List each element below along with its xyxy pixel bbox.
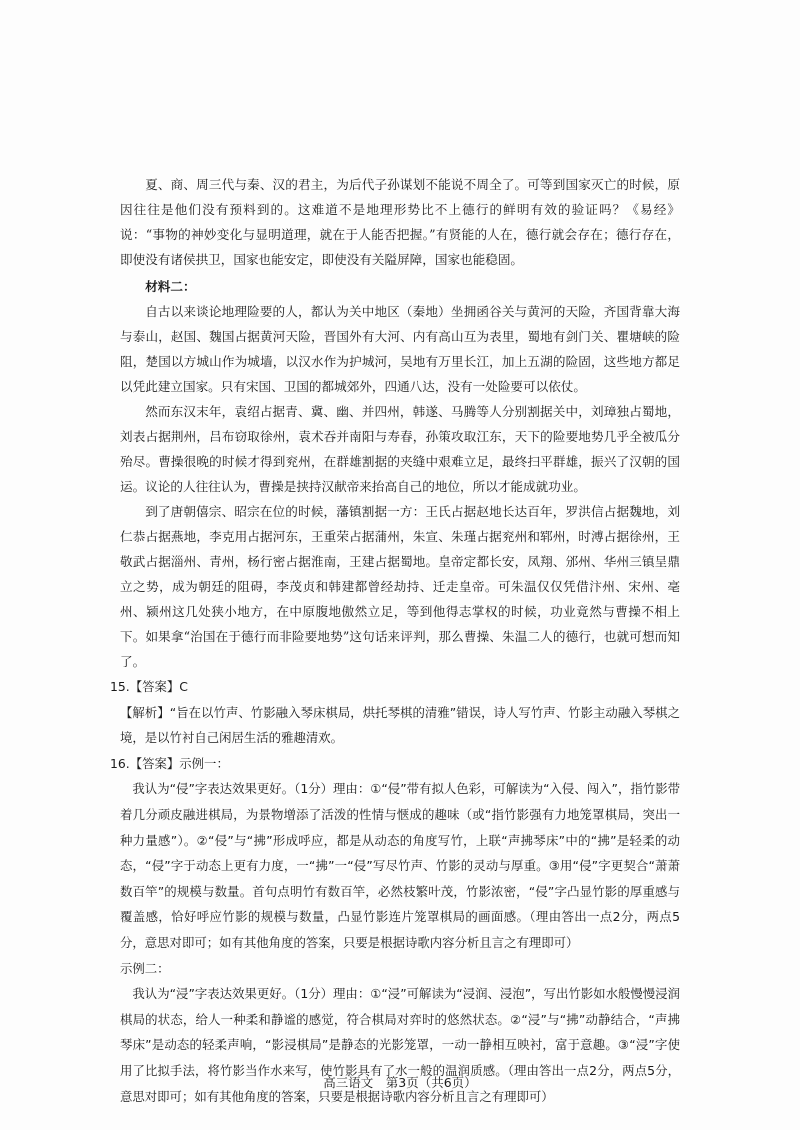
q15-analysis: 【解析】“旨在以竹声、竹影融入琴床棋局，烘托琴棋的清雅”错误，诗人写竹声、竹影主动融入琴棋之境，是以竹衬自己闲居生活的雅趣清欢。 <box>120 704 680 746</box>
q16-example1: 我认为“侵”字表达效果更好。（1分）理由：①“侵”带有拟人色彩，可解读为“入侵、闯入”，指竹影带着几分顽皮融进棋局，为景物增添了活泼的性情与惬成的趣味（或“指竹影强有力地笼罩棋局，突出一种力量感”）。②“侵”与“拂”形成呼应，都是从动态的角度写竹，上联“声拂琴床”中的“拂”是轻柔的动态，“侵”字于动态上更有力度，一“拂”一“侵”写尽竹声、竹影的灵动与厚重。③用“侵”字更契合“萧萧数百竿”的规模与数量。首句点明竹有数百竿，必然枝繁叶茂，竹影浓密，“侵”字凸显竹影的厚重感与覆盖感，恰好呼应竹影的规模与数量，凸显竹影连片笼罩棋局的画面感。（理由答出一点2分，两点5分，意思对即可；如有其他角度的答案，只要是根据诗歌内容分析且言之有理即可） <box>120 781 680 950</box>
q15-answer-heading: 15.【答案】C <box>110 679 188 694</box>
page-footer: 高三语文 第3页（共6页） <box>323 1075 477 1090</box>
q16-example2: 我认为“浸”字表达效果更好。（1分）理由：①“浸”可解读为“浸润、浸泡”，写出竹影如水般慢慢浸润棋局的状态，给人一种柔和静谧的感觉，符合棋局对弈时的悠然状态。②“浸”与“拂”动静结合，“声拂琴床”是动态的轻柔声响，“影浸棋局”是静态的光影笼罩，一动一静相互映衬，富于意趣。③“浸”字使用了比拟手法，将竹影当作水来写，使竹影具有了水一般的温润质感。（理由答出一点2分，两点5分，意思对即可；如有其他角度的答案，只要是根据诗歌内容分析且言之有理即可） <box>120 986 680 1104</box>
material2-paragraph-3: 到了唐朝僖宗、昭宗在位的时候，藩镇割据一方：王氏占据赵地长达百年，罗洪信占据魏地，刘仁恭占据燕地，李克用占据河东，王重荣占据蒲州，朱宣、朱瑾占据兖州和郓州，时溥占据徐州，王敬武占据淄州、青州，杨行密占据淮南，王建占据蜀地。皇帝定都长安，凤翔、邠州、华州三镇呈鼎立之势，成为朝廷的阻碍，李茂贞和韩建都曾经劫持、迁走皇帝。可朱温仅仅凭借汴州、宋州、亳州、颍州这几处狭小地方，在中原腹地傲然立足，等到他得志掌权的时候，功业竟然与曹操不相上下。如果拿“治国在于德行而非险要地势”这句话来评判，那么曹操、朱温二人的德行，也就可想而知了。 <box>120 504 680 669</box>
q16-answer-heading: 16.【答案】示例一： <box>110 755 229 771</box>
document-body <box>110 172 680 1109</box>
material2-heading: 材料二： <box>145 279 196 294</box>
material1-tail: 夏、商、周三代与秦、汉的君主，为后代子孙谋划不能说不周全了。可等到国家灭亡的时候，原因往往是他们没有预料到的。这难道不是地理形势比不上德行的鲜明有效的验证吗？《易经》说：“事物的神妙变化与显明道理，就在于人能否把握。”有贤能的人在，德行就会存在；德行存在，即使没有诸侯拱卫，国家也能安定，即使没有关隘屏障，国家也能稳固。 <box>120 177 680 267</box>
material2-paragraph-1: 自古以来谈论地理险要的人，都认为关中地区（秦地）坐拥函谷关与黄河的天险，齐国背靠大海与泰山，赵国、魏国占据黄河天险，晋国外有大河、内有高山互为表里，蜀地有剑门关、瞿塘峡的险阻，楚国以方城山作为城墙，以汉水作为护城河，吴地有万里长江，加上五湖的险固，这些地方都足以凭此建立国家。只有宋国、卫国的都城郊外，四通八达，没有一处险要可以依仗。 <box>120 304 680 394</box>
q16-example2-label: 示例二： <box>120 960 170 976</box>
material2-paragraph-2: 然而东汉末年，袁绍占据青、冀、幽、并四州，韩遂、马腾等人分别割据关中，刘璋独占蜀地，刘表占据荆州，吕布窃取徐州，袁术吞并南阳与寿春，孙策攻取江东，天下的险要地势几乎全被瓜分殆尽。曹操很晚的时候才得到兖州，在群雄割据的夹缝中艰难立足，最终扫平群雄，振兴了汉朝的国运。议论的人往往认为，曹操是挟持汉献帝来抬高自己的地位，所以才能成就功业。 <box>120 404 680 494</box>
